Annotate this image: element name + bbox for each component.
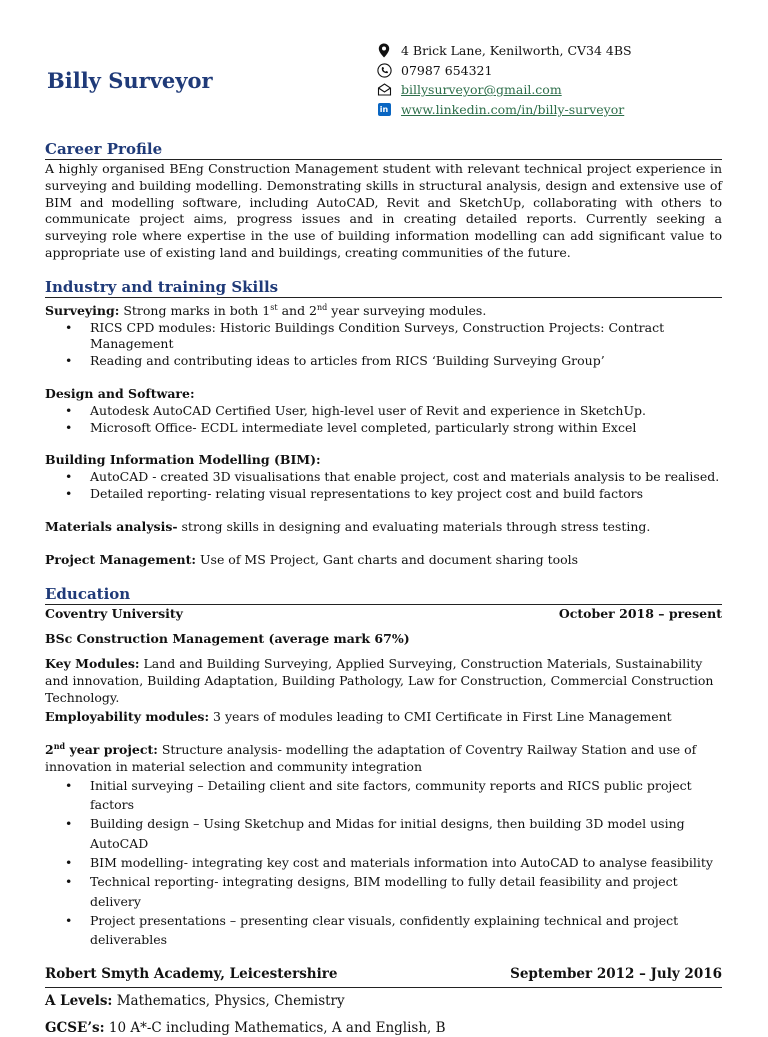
linkedin-row [376,100,632,120]
surveying-text: year surveying modules. [327,302,487,318]
surveying-text: Strong marks in both 1 [119,302,271,318]
list-item: • RICS CPD modules: Historic Buildings Condition Surveys, Construction Projects: Contract Management [45,320,722,354]
career-profile-heading: Career Profile [45,140,722,160]
superscript: nd [317,302,328,312]
email-row [376,80,632,100]
project-management-label: Project Management: [45,551,197,567]
bim-label: Building Information Modelling (BIM): [45,452,321,468]
a-levels [45,993,722,1010]
materials-label: Materials analysis- [45,518,178,534]
key-modules [45,656,722,706]
phone-text: 07987 654321 [401,62,493,78]
email-link[interactable]: billysurveyor@gmail.com [401,82,562,98]
school-dates: September 2012 – July 2016 [510,966,722,983]
email-icon [376,82,392,98]
key-modules-text: Land and Building Surveying, Applied Surveying, Construction Materials, Sustainability and innovation, Building Adaptation, Building Pathology, Law for Construction, Commercial Construction Technology. [45,655,714,705]
skills-heading: Industry and training Skills [45,278,722,298]
a-levels-text: Mathematics, Physics, Chemistry [112,993,345,1010]
phone-icon [376,62,392,78]
list-item: • Building design – Using Sketchup and Midas for initial designs, then building 3D model using AutoCAD [45,814,722,853]
list-item: • Project presentations – presenting clear visuals, confidently explaining technical and project deliverables [45,911,722,950]
materials-text: strong skills in designing and evaluating materials through stress testing. [177,518,651,534]
linkedin-icon: in [376,101,392,117]
surveying-line [45,303,722,320]
project-label [45,742,158,757]
candidate-name: Billy Surveyor [47,68,213,93]
employability-modules [45,709,722,726]
materials-line [45,519,722,536]
list-item: • Detailed reporting- relating visual representations to key project cost and build factors [45,486,722,503]
design-bullets [45,403,722,437]
phone-row [376,61,632,81]
employability-text: 3 years of modules leading to CMI Certificate in First Line Management [209,709,672,725]
list-item: • Initial surveying – Detailing client and site factors, community reports and RICS public project factors [45,776,722,815]
university-dates: October 2018 – present [558,606,722,622]
university-name: Coventry University [45,606,183,622]
second-year-project [45,742,722,776]
design-label: Design and Software: [45,385,195,401]
bim-bullets [45,469,722,503]
degree-title: BSc Construction Management (average mark 67%) [45,631,410,647]
project-label-text: year project: [65,742,158,758]
school-name: Robert Smyth Academy, Leicestershire [45,966,338,983]
gcse-label: GCSE’s: [45,1019,105,1036]
contact-block [376,41,632,119]
list-item: • AutoCAD - created 3D visualisations that enable project, cost and materials analysis to be realised. [45,469,722,486]
employability-label: Employability modules: [45,709,210,725]
address-text: 4 Brick Lane, Kenilworth, CV34 4BS [401,43,632,59]
career-profile-text: A highly organised BEng Construction Management student with relevant technical project experience in surveying and building modelling. Demonstrating skills in structural analysis, design and extensive use of BIM and modelling software, including AutoCAD, Revit and SketchUp, collaborating with others to communicate project aims, progress issues and in creating detailed reports. Currently seeking a surveying role where expertise in the use of building information modelling can add significant value to appropriate use of existing land and buildings, creating communities of the future. [45,161,722,260]
education-heading: Education [45,585,722,605]
school-row [45,966,722,983]
superscript: nd [53,740,66,751]
surveying-bullets [45,320,722,370]
list-item: • Reading and contributing ideas to articles from RICS ‘Building Surveying Group’ [45,353,722,370]
project-text: Structure analysis- modelling the adaptation of Coventry Railway Station and use of innovation in material selection and community integration [45,742,697,774]
project-year-number: 2 [45,742,54,758]
bottom-divider [45,987,722,988]
address-row [376,41,632,61]
map-pin-icon [376,43,392,59]
linkedin-link[interactable]: www.linkedin.com/in/billy-surveyor [401,101,625,117]
surveying-text: and 2 [277,302,317,318]
project-management-line [45,552,722,569]
list-item: • Autodesk AutoCAD Certified User, high-level user of Revit and experience in SketchUp. [45,403,722,420]
key-modules-label: Key Modules: [45,655,140,671]
list-item: • Microsoft Office- ECDL intermediate level completed, particularly strong within Excel [45,420,722,437]
surveying-label: Surveying: [45,302,120,318]
project-management-text: Use of MS Project, Gant charts and document sharing tools [196,551,579,567]
project-bullets [45,776,722,950]
gcse [45,1020,722,1037]
list-item: • Technical reporting- integrating designs, BIM modelling to fully detail feasibility and project delivery [45,872,722,911]
superscript: st [270,302,278,312]
a-levels-label: A Levels: [45,993,113,1010]
university-row [45,606,722,623]
list-item: • BIM modelling- integrating key cost and materials information into AutoCAD to analyse feasibility [45,853,722,872]
gcse-text: 10 A*-C including Mathematics, A and English, B [104,1019,446,1036]
resume-body [45,140,722,1037]
